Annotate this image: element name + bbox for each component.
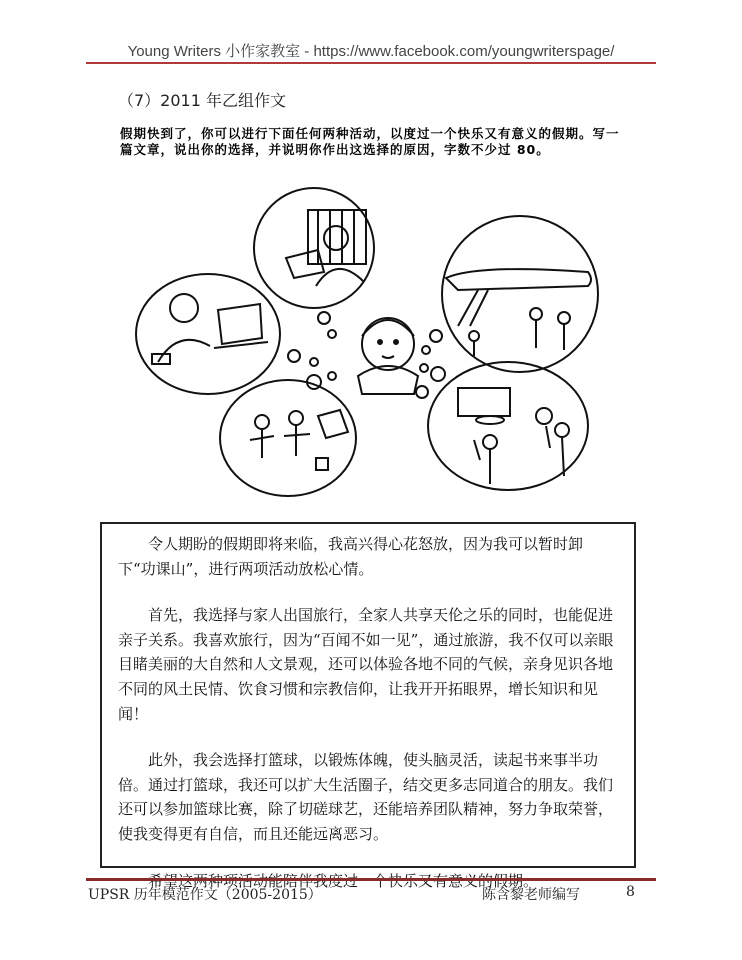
computer-scene bbox=[136, 274, 280, 394]
essay-paragraph-travel: 首先，我选择与家人出国旅行，全家人共享天伦之乐的同时，也能促进亲子关系。我喜欢旅行，因为“百闻不如一见”，通过旅游，我不仅可以亲眼目睹美丽的大自然和人文景观，还可以体验各地不同的气候，亲身见识各地不同的风土民情、饮食习惯和宗教信仰，让我开开拓眼界，增长知识和见闻！ bbox=[118, 606, 614, 723]
thinking-child bbox=[358, 318, 418, 394]
thought-bubbles bbox=[288, 312, 445, 398]
essay-paragraph-intro: 令人期盼的假期即将来临，我高兴得心花怒放，因为我可以暂时卸下“功课山”，进行两项活动放松心情。 bbox=[118, 535, 584, 578]
basketball-scene bbox=[428, 362, 588, 490]
footer-author: 陈含黎老师编写 bbox=[482, 887, 580, 903]
page-number: 8 bbox=[626, 884, 635, 900]
travel-scene bbox=[442, 216, 598, 372]
activities-illustration bbox=[118, 186, 618, 498]
section-title: （7）2011 年乙组作文 bbox=[118, 91, 286, 110]
footer-divider bbox=[86, 878, 656, 881]
essay-text-box bbox=[100, 522, 636, 868]
header-divider bbox=[86, 62, 656, 64]
page-header: Young Writers 小作家教室 - https://www.facebook.com/youngwriterspage/ bbox=[127, 43, 615, 60]
essay-paragraph-basketball: 此外，我会选择打篮球，以锻炼体魄，使头脑灵活，读起书来事半功倍。通过打篮球，我还可以扩大生活圈子，结交更多志同道合的朋友。我们还可以参加篮球比赛，除了切磋球艺，还能培养团队精神，努力争取荣誉，使我变得更有自信，而且还能远离恶习。 bbox=[118, 751, 614, 843]
reading-scene bbox=[254, 188, 374, 308]
footer-book-title: UPSR 历年模范作文（2005-2015） bbox=[88, 887, 322, 903]
essay-prompt: 假期快到了，你可以进行下面任何两种活动，以度过一个快乐又有意义的假期。写一篇文章，说出你的选择，并说明你作出这选择的原因，字数不少过 80。 bbox=[120, 126, 620, 157]
gardening-scene bbox=[220, 380, 356, 496]
